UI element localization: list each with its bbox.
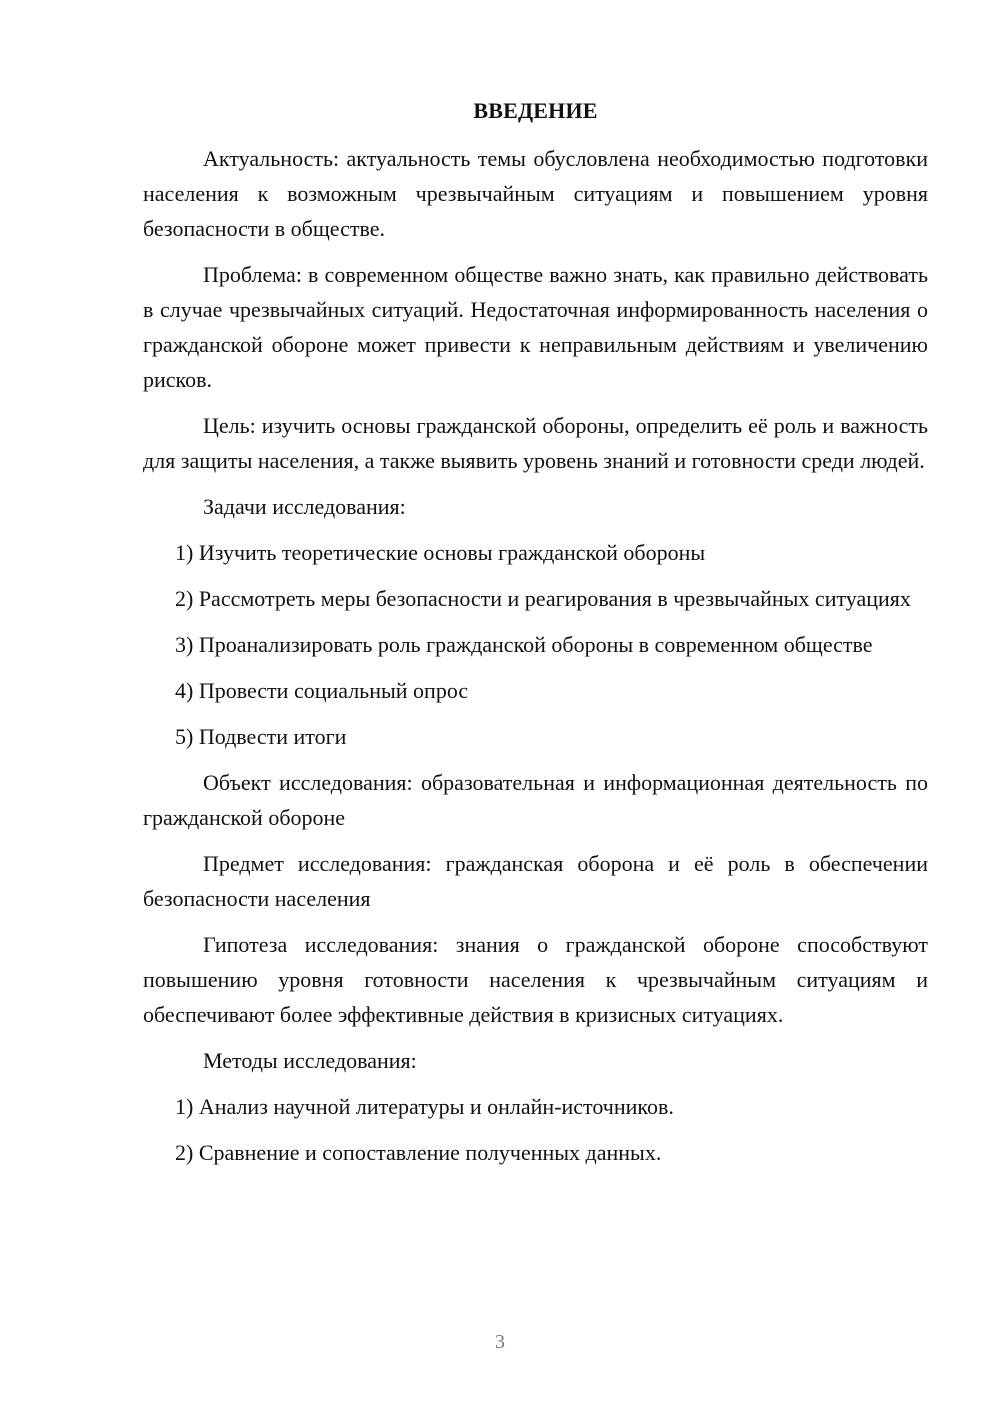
list-item-task-1: 1) Изучить теоретические основы гражданской обороны	[175, 540, 706, 565]
list-item-task-2: 2) Рассмотреть меры безопасности и реагирования в чрезвычайных ситуациях	[175, 586, 911, 611]
list-item-task-5: 5) Подвести итоги	[175, 724, 347, 749]
list-item-task-4: 4) Провести социальный опрос	[175, 678, 469, 703]
list-item-task-3: 3) Проанализировать роль гражданской обороны в современном обществе	[175, 632, 873, 657]
paragraph-hypothesis: Гипотеза исследования: знания о гражданской обороне способствуют повышению уровня готовности населения к чрезвычайным ситуациям и обеспечивают более эффективные действия в кризисных ситуациях.	[143, 932, 928, 1027]
paragraph-tasks-heading: Задачи исследования:	[203, 494, 406, 519]
paragraph-goal: Цель: изучить основы гражданской обороны, определить её роль и важность для защиты населения, а также выявить уровень знаний и готовности среди людей.	[143, 413, 928, 473]
paragraph-relevance: Актуальность: актуальность темы обусловлена необходимостью подготовки населения к возможным чрезвычайным ситуациям и повышением уровня безопасности в обществе.	[143, 146, 928, 241]
section-title: ВВЕДЕНИЕ	[473, 98, 598, 123]
document-body	[143, 95, 928, 1181]
paragraph-problem: Проблема: в современном обществе важно знать, как правильно действовать в случае чрезвычайных ситуаций. Недостаточная информированность населения о гражданской обороне может привести к неправильным действиям и увеличению рисков.	[143, 262, 928, 392]
paragraph-methods-heading: Методы исследования:	[203, 1048, 417, 1073]
list-item-method-1: 1) Анализ научной литературы и онлайн-источников.	[175, 1094, 674, 1119]
paragraph-object: Объект исследования: образовательная и информационная деятельность по гражданской обороне	[143, 770, 928, 830]
paragraph-subject: Предмет исследования: гражданская оборона и её роль в обеспечении безопасности населения	[143, 851, 928, 911]
page-number: 3	[495, 1331, 505, 1353]
list-item-method-2: 2) Сравнение и сопоставление полученных данных.	[175, 1140, 662, 1165]
